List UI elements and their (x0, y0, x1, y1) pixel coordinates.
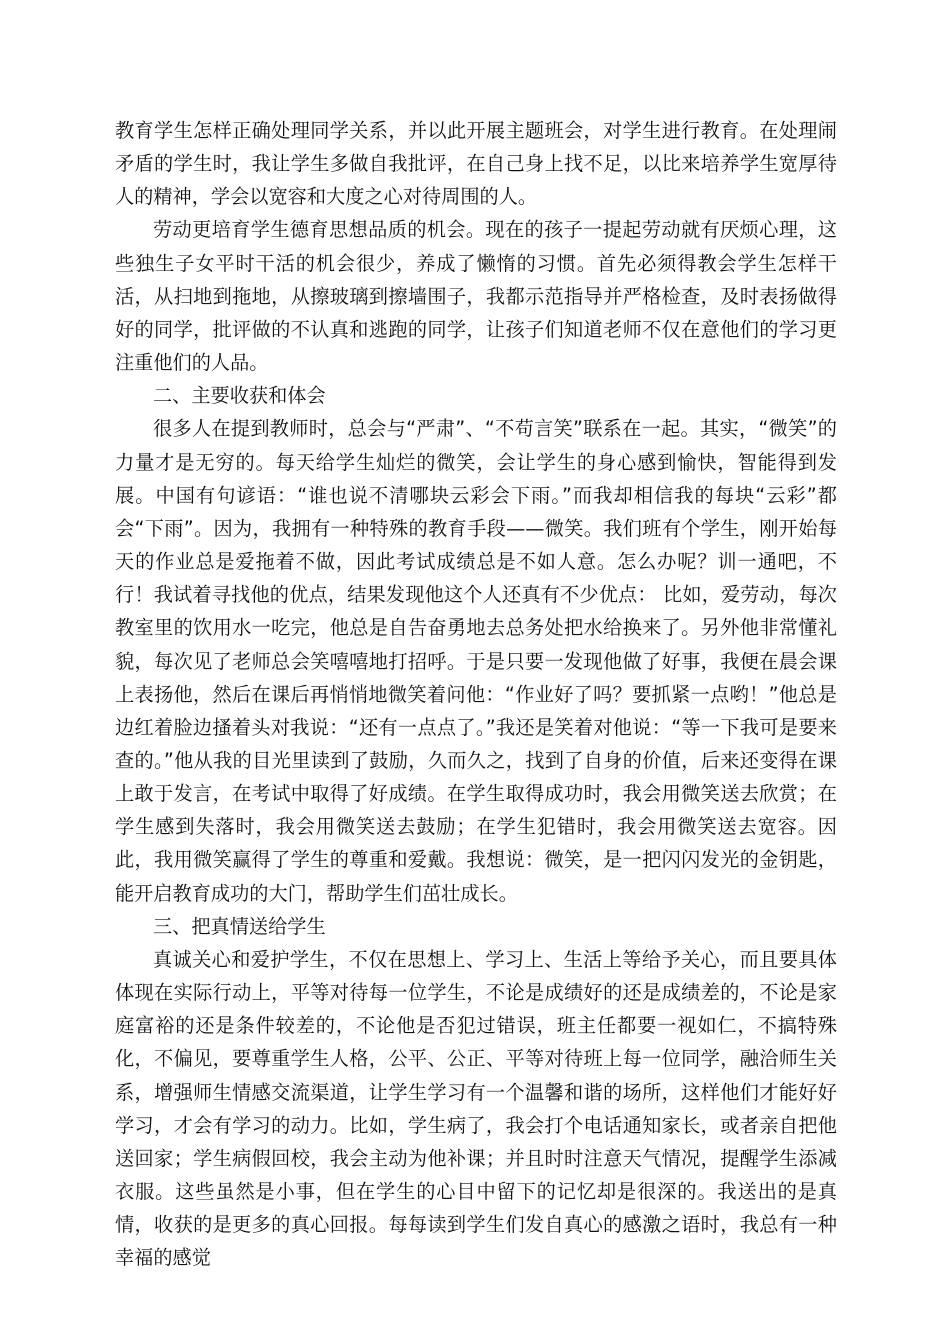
section-heading-sincerity: 三、把真情送给学生 (153, 914, 326, 938)
paragraph-continuation: 教育学生怎样正确处理同学关系，并以此开展主题班会，对学生进行教育。在处理闹矛盾的学生时，我让学生多做自我批评，在自己身上找不足，以比来培养学生宽厚待人的精神，学会以宽容和大度之心对待周围的人。 (115, 119, 837, 209)
section-heading-gains: 二、主要收获和体会 (153, 384, 326, 408)
document-page (115, 114, 837, 1274)
paragraph-smile: 很多人在提到教师时，总会与“严肃”、“不苟言笑”联系在一起。其实，“微笑”的力量才是无穷的。每天给学生灿烂的微笑，会让学生的身心感到愉快，智能得到发展。中国有句谚语：“谁也说不清哪块云彩会下雨。”而我却相信我的每块“云彩”都会“下雨”。因为，我拥有一种特殊的教育手段——微笑。我们班有个学生，刚开始每天的作业总是爱拖着不做，因此考试成绩总是不如人意。怎么办呢？训一通吧，不行！我试着寻找他的优点，结果发现他这个人还真有不少优点： 比如，爱劳动，每次教室里的饮用水一吃完，他总是自告奋勇地去总务处把水给换来了。另外他非常懂礼貌，每次见了老师总会笑嘻嘻地打招呼。于是只要一发现他做了好事，我便在晨会课上表扬他，然后在课后再悄悄地微笑着问他：“作业好了吗？要抓紧一点哟！”他总是边红着脸边搔着头对我说：“还有一点点了。”我还是笑着对他说：“等一下我可是要来查的。”他从我的目光里读到了鼓励，久而久之，找到了自身的价值，后来还变得在课上敢于发言，在考试中取得了好成绩。在学生取得成功时，我会用微笑送去欣赏；在学生感到失落时，我会用微笑送去鼓励；在学生犯错时，我会用微笑送去宽容。因此，我用微笑赢得了学生的尊重和爱戴。我想说：微笑，是一把闪闪发光的金钥匙，能开启教育成功的大门，帮助学生们茁壮成长。 (115, 417, 837, 905)
paragraph-care-for-students: 真诚关心和爱护学生，不仅在思想上、学习上、生活上等给予关心，而且要具体体现在实际行动上，平等对待每一位学生，不论是成绩好的还是成绩差的，不论是家庭富裕的还是条件较差的，不论他是否犯过错误，班主任都要一视如仁，不搞特殊化，不偏见，要尊重学生人格，公平、公正、平等对待班上每一位同学，融洽师生关系，增强师生情感交流渠道，让学生学习有一个温馨和谐的场所，这样他们才能好好学习，才会有学习的动力。比如，学生病了，我会打个电话通知家长，或者亲自把他送回家；学生病假回校，我会主动为他补课；并且时时注意天气情况，提醒学生添减衣服。这些虽然是小事，但在学生的心目中留下的记忆却是很深的。我送出的是真情，收获的是更多的真心回报。每每读到学生们发自真心的感激之语时，我总有一种幸福的感觉 (115, 947, 837, 1270)
paragraph-labor-education: 劳动更培育学生德育思想品质的机会。现在的孩子一提起劳动就有厌烦心理，这些独生子女平时干活的机会很少，养成了懒惰的习惯。首先必须得教会学生怎样干活，从扫地到拖地，从擦玻璃到擦墙围子，我都示范指导并严格检查，及时表扬做得好的同学，批评做的不认真和逃跑的同学，让孩子们知道老师不仅在意他们的学习更注重他们的人品。 (115, 218, 837, 375)
